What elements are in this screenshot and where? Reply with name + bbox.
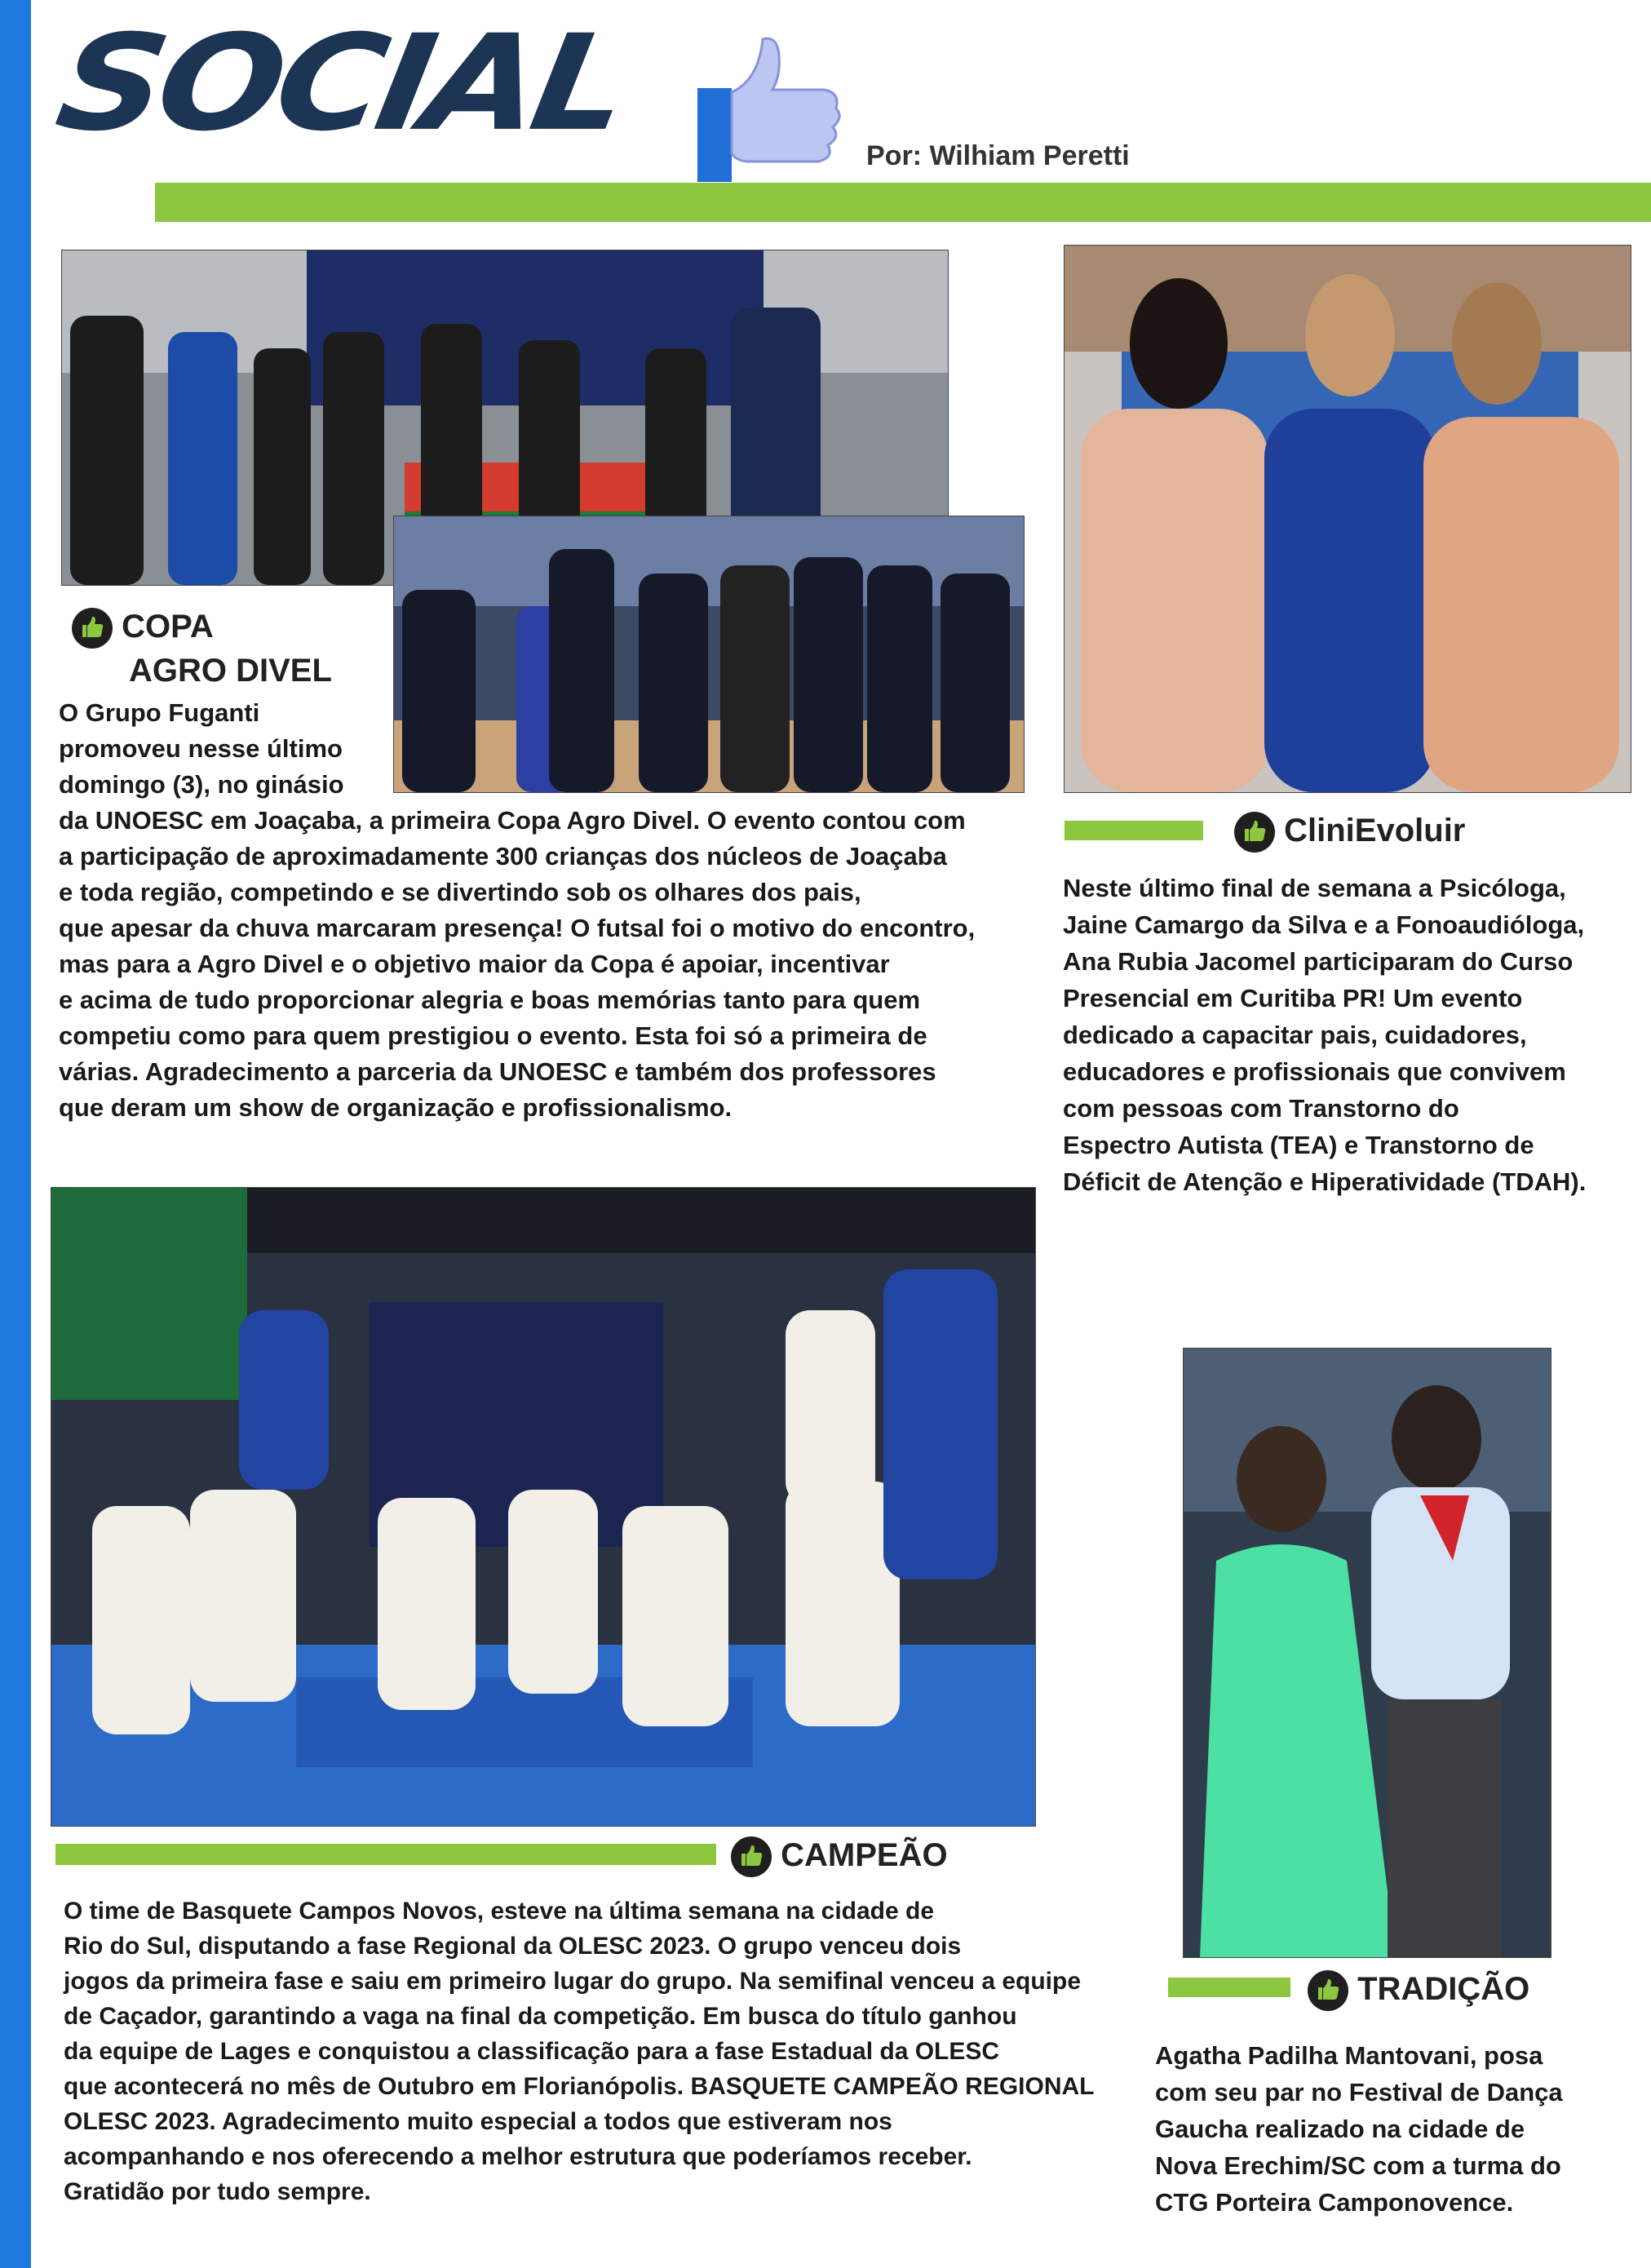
clini-photo [1064,245,1631,793]
copa-text-body: da UNOESC em Joaçaba, a primeira Copa Agro Divel. O evento contou com a participação de aproximadamente 300 crianças dos núcleos de Joaçaba e toda região, competindo e se divertindo sob os olhares dos pais, que apesar da chuva marcaram presença! O futsal foi o motivo do encontro, mas para a Agro Divel e o objetivo maior da Copa é apoiar, incentivar e acima de tudo proporcionar alegria e boas memórias tanto para quem competiu como para quem prestigiou o evento. Esta foi só a primeira de várias. Agradecimento a parceria da UNOESC e também dos professores que deram um show de organização e profissionalismo. [59,806,976,1122]
tradicao-title [1308,1968,1529,2011]
page-title: SOCIAL [46,7,635,161]
tradicao-green-bar [1168,1978,1290,1997]
tradicao-photo [1183,1348,1551,1958]
copa-title [72,605,214,649]
campeao-title [731,1834,948,1877]
thumbs-up-icon [72,608,113,649]
copa-title-line1: COPA [122,609,214,645]
copa-text-intro: O Grupo Fuganti promoveu nesse último domingo (3), no ginásio [59,698,344,799]
left-accent-bar [0,0,31,2268]
header-green-band [155,183,1651,222]
tradicao-title-text: TRADIÇÃO [1357,1971,1530,2007]
tradicao-text: Agatha Padilha Mantovani, posa com seu par no Festival de Dança Gaucha realizado na cidade de Nova Erechim/SC com a turma do CTG Porteira Camponovence. [1155,2041,1563,2217]
copa-title-line2: AGRO DIVEL [129,653,332,689]
thumbs-up-icon [1308,1970,1348,2011]
campeao-green-bar [55,1844,716,1865]
campeao-title-text: CAMPEÃO [781,1837,948,1873]
campeao-text: O time de Basquete Campos Novos, esteve na última semana na cidade de Rio do Sul, disputando a fase Regional da OLESC 2023. O grupo venceu dois jogos da primeira fase e saiu em primeiro lugar do grupo. Na semifinal venceu a equipe de Caçador, garantindo a vaga na final da competição. Em busca do título ganhou da equipe de Lages e conquistou a classificação para a fase Estadual da OLESC que acontecerá no mês de Outubro em Florianópolis. BASQUETE CAMPEÃO REGIONAL OLESC 2023. Agradecimento muito especial a todos que estiveram nos acompanhando e nos oferecendo a melhor estrutura que poderíamos receber. Gratidão por tudo sempre. [64,1898,1095,2205]
thumbs-up-icon [1234,812,1275,853]
copa-group-photo [393,516,1025,793]
clini-text: Neste último final de semana a Psicóloga, Jaine Camargo da Silva e a Fonoaudióloga, Ana Rubia Jacomel participaram do Curso Presencial em Curitiba PR! Um evento dedicado a capacitar pais, cuidadores, educadores e profissionais que convivem com pessoas com Transtorno do Espectro Autista (TEA) e Transtorno de Déficit de Atenção e Hiperatividade (TDAH). [1063,874,1587,1196]
clini-title [1234,809,1465,853]
thumbs-up-logo-icon [681,31,844,186]
campeao-photo [51,1187,1036,1827]
byline: Por: Wilhiam Peretti [866,140,1130,171]
clini-green-bar [1065,821,1203,840]
thumbs-up-icon [731,1836,772,1877]
clini-title-text: CliniEvoluir [1284,813,1466,848]
